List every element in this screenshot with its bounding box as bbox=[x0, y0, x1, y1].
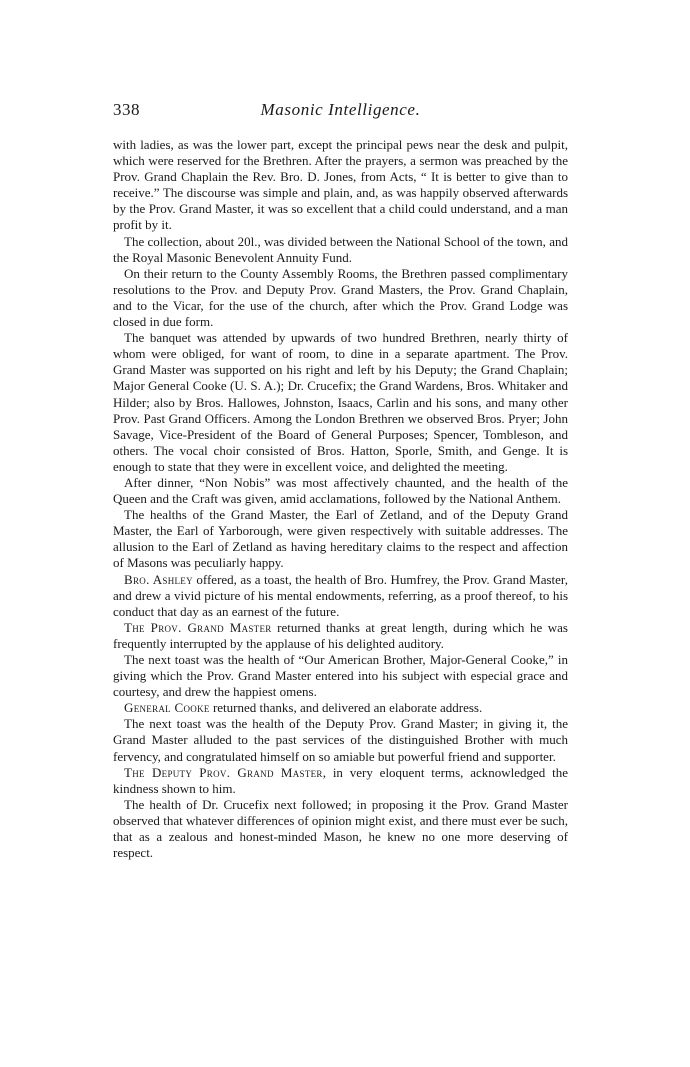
paragraph-lead: The Prov. Grand Master bbox=[124, 619, 272, 635]
article-body bbox=[113, 137, 568, 861]
paragraph: On their return to the County Assembly Rooms, the Brethren passed complimentary resolutions to the Prov. and Deputy Prov. Grand Masters, the Prov. Grand Chaplain, and to the Vicar, for the use of the church, after which the Prov. Grand Lodge was closed in due form. bbox=[113, 265, 568, 330]
paragraph: Bro. Ashley offered, as a toast, the health of Bro. Humfrey, the Prov. Grand Master, and drew a vivid picture of his mental endowments, referring, as a proof thereof, to his conduct that day as an earnest of the future. bbox=[113, 571, 568, 619]
page-header bbox=[113, 100, 568, 126]
paragraph-lead: General Cooke bbox=[124, 700, 210, 716]
paragraph: General Cooke returned thanks, and delivered an elaborate address. bbox=[124, 700, 483, 716]
paragraph: The Prov. Grand Master returned thanks at great length, during which he was frequently interrupted by the applause of his delighted auditory. bbox=[113, 619, 568, 651]
paragraph: The banquet was attended by upwards of two hundred Brethren, nearly thirty of whom were obliged, for want of room, to dine in a separate apartment. The Prov. Grand Master was supported on his right and left by his Deputy; the Grand Chaplain; Major General Cooke (U. S. A.); Dr. Crucefix; the Grand Wardens, Bros. Whitaker and Hilder; also by Bros. Hallowes, Johnston, Isaacs, Carlin and his sons, and many other Prov. Past Grand Officers. Among the London Brethren we observed Bros. Pryer; John Savage, Vice-President of the Board of General Purposes; Spencer, Tombleson, and others. The vocal choir consisted of Bros. Hatton, Sporle, Smith, and Genge. It is enough to state that they were in excellent voice, and delighted the meeting. bbox=[113, 330, 568, 474]
paragraph: The health of Dr. Crucefix next followed; in proposing it the Prov. Grand Master observed that whatever differences of opinion might exist, and there must ever be such, that as a zealous and honest-minded Mason, he knew no one more deserving of respect. bbox=[113, 796, 568, 861]
paragraph-lead: The Deputy Prov. Grand Master bbox=[124, 764, 323, 780]
running-title: Masonic Intelligence. bbox=[260, 100, 421, 119]
paragraph: The Deputy Prov. Grand Master, in very eloquent terms, acknowledged the kindness shown to him. bbox=[113, 764, 568, 796]
paragraph-lead: Bro. Ashley bbox=[124, 571, 193, 587]
paragraph: After dinner, “Non Nobis” was most affectively chaunted, and the health of the Queen and the Craft was given, amid acclamations, followed by the National Anthem. bbox=[113, 474, 568, 507]
paragraph: The collection, about 20l., was divided between the National School of the town, and the Royal Masonic Benevolent Annuity Fund. bbox=[113, 233, 568, 265]
page-number: 338 bbox=[113, 100, 140, 119]
paragraph: The next toast was the health of “Our American Brother, Major-General Cooke,” in giving which the Prov. Grand Master entered into his subject with especial grace and courtesy, and drew the happiest omens. bbox=[113, 652, 568, 700]
paragraph: The healths of the Grand Master, the Earl of Zetland, and of the Deputy Grand Master, the Earl of Yarborough, were given respectively with suitable addresses. The allusion to the Earl of Zetland as having hereditary claims to the respect and affection of Masons was peculiarly happy. bbox=[113, 507, 568, 571]
paragraph: with ladies, as was the lower part, except the principal pews near the desk and pulpit, which were reserved for the Brethren. After the prayers, a sermon was preached by the Prov. Grand Chaplain the Rev. Bro. D. Jones, from Acts, “ It is better to give than to receive.” The discourse was simple and plain, and, as was happily observed afterwards by the Prov. Grand Master, it was so excellent that a child could understand, and a man profit by it. bbox=[113, 137, 568, 233]
paragraph: The next toast was the health of the Deputy Prov. Grand Master; in giving it, the Grand Master alluded to the past services of the distinguished Brother with much fervency, and congratulated himself on so amiable but powerful friend and supporter. bbox=[113, 716, 568, 764]
